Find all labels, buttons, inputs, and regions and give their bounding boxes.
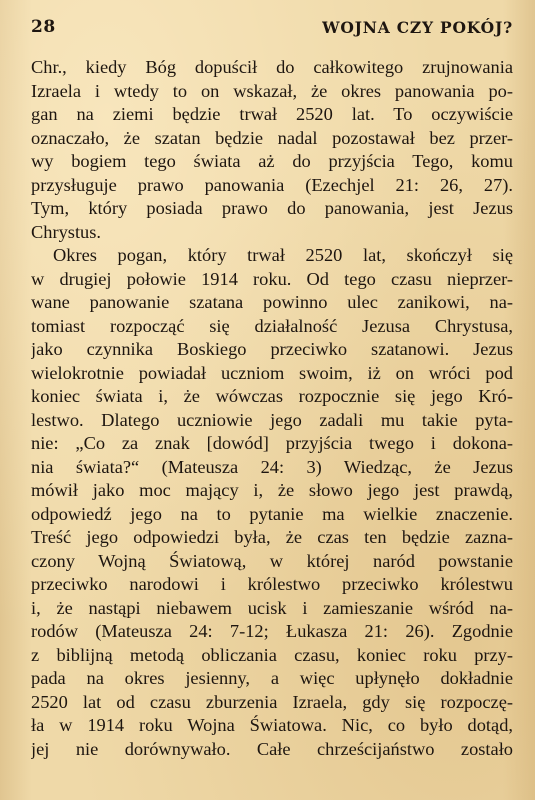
text-line: gan na ziemi będzie trwał 2520 lat. To oczywiście [31, 104, 513, 124]
text-line: Tym, który posiada prawo do panowania, jest Jezus [31, 198, 513, 218]
text-line: pada na okres jesienny, a więc upłynęło dokładnie [31, 668, 513, 688]
text-line: nie: „Co za znak [dowód] przyjścia twego i dokona- [31, 433, 513, 453]
text-line: ła w 1914 roku Wojna Światowa. Nic, co było dotąd, [31, 715, 513, 735]
text-line: koniec świata i, że wówczas rozpocznie się jego Kró- [31, 386, 513, 406]
text-line: z biblijną metodą obliczania czasu, koniec roku przy- [31, 644, 513, 665]
text-line: rodów (Mateusza 24: 7-12; Łukasza 21: 26). Zgodnie [31, 621, 513, 641]
text-line: Izraela i wtedy to on wskazał, że okres panowania po- [31, 80, 513, 101]
running-title: WOJNA CZY POKÓJ? [322, 18, 513, 37]
text-line: nia świata?“ (Mateusza 24: 3) Wiedząc, że Jezus [31, 456, 513, 477]
text-line: odpowiedź jego na to pytanie ma wielkie znaczenie. [31, 503, 513, 524]
text-line: wy bogiem tego świata aż do przyjścia Tego, komu [31, 151, 513, 171]
text-line: przysługuje prawo panowania (Ezechjel 21: 26, 27). [31, 174, 513, 195]
text-line: wane panowanie szatana powinno ulec zanikowi, na- [31, 292, 513, 312]
text-line: Okres pogan, który trwał 2520 lat, skończył się [53, 245, 513, 265]
page-header [31, 12, 513, 40]
text-line: jej nie dorównywało. Całe chrześcijaństwo zostało [31, 738, 513, 759]
text-line: czony Wojną Światową, w której naród powstanie [31, 550, 513, 571]
body-text [31, 56, 513, 761]
text-line: tomiast rozpocząć się działalność Jezusa Chrystusa, [31, 315, 513, 336]
text-line: przeciwko narodowi i królestwo przeciwko królestwu [31, 574, 513, 594]
text-line: w drugiej połowie 1914 roku. Od tego czasu nieprzer- [31, 268, 513, 289]
text-line: Chrystus. [31, 221, 101, 242]
text-line: i, że nastąpi niebawem ucisk i zamieszanie wśród na- [31, 597, 513, 618]
text-line: lestwo. Dlatego uczniowie jego zadali mu takie pyta- [31, 409, 513, 430]
text-line: wielokrotnie powiadał uczniom swoim, iż on wróci pod [31, 362, 513, 383]
text-line: Chr., kiedy Bóg dopuścił do całkowitego zrujnowania [31, 57, 513, 77]
page-number: 28 [31, 17, 56, 37]
text-line: 2520 lat od czasu zburzenia Izraela, gdy się rozpoczę- [31, 691, 513, 712]
text-line: Treść jego odpowiedzi była, że czas ten będzie zazna- [31, 527, 513, 547]
text-line: mówił jako moc mający i, że słowo jego jest prawdą, [31, 480, 513, 500]
text-line: oznaczało, że szatan będzie nadal pozostawał bez przer- [31, 127, 513, 148]
text-line: jako czynnika Boskiego przeciwko szatanowi. Jezus [31, 339, 513, 359]
